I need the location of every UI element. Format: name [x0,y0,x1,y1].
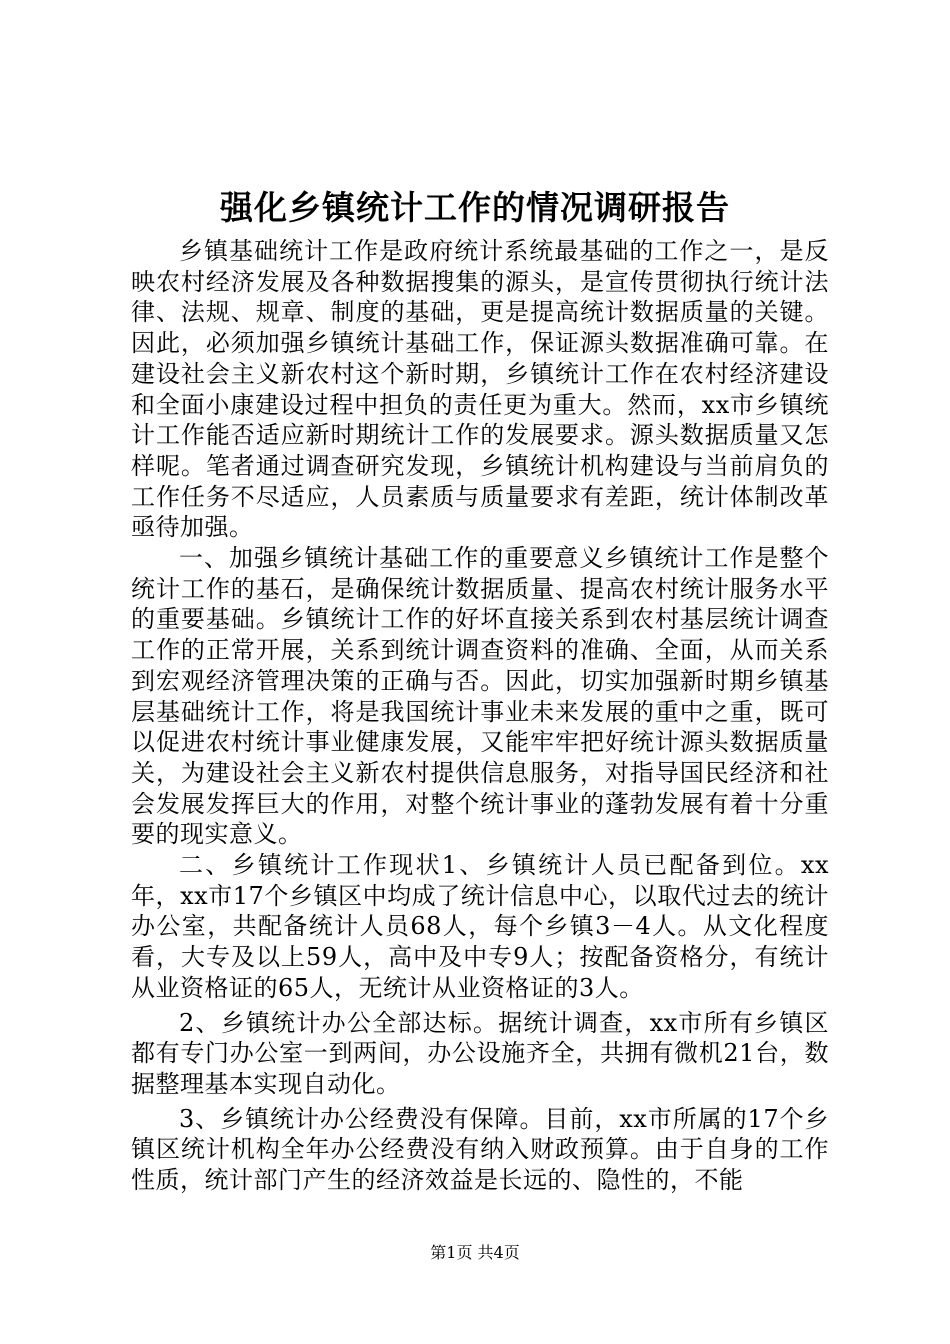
paragraph-item-two: 2、乡镇统计办公全部达标。据统计调查，xx市所有乡镇区都有专门办公室一到两间，办公设施齐全，共拥有微机21台，数据整理基本实现自动化。 [131,1008,829,1098]
document-title: 强化乡镇统计工作的情况调研报告 [220,188,730,227]
paragraph-section-one: 一、加强乡镇统计基础工作的重要意义乡镇统计工作是整个统计工作的基石，是确保统计数据质量、提高农村统计服务水平的重要基础。乡镇统计工作的好坏直接关系到农村基层统计调查工作的正常开展，关系到统计调查资料的准确、全面，从而关系到宏观经济管理决策的正确与否。因此，切实加强新时期乡镇基层基础统计工作，将是我国统计事业未来发展的重中之重，既可以促进农村统计事业健康发展，又能牢牢把好统计源头数据质量关，为建设社会主义新农村提供信息服务，对指导国民经济和社会发展发挥巨大的作用，对整个统计事业的蓬勃发展有着十分重要的现实意义。 [131,544,829,849]
page-number-footer: 第1页 共4页 [430,1243,520,1262]
paragraph-item-three: 3、乡镇统计办公经费没有保障。目前，xx市所属的17个乡镇区统计机构全年办公经费没有纳入财政预算。由于自身的工作性质，统计部门产生的经济效益是长远的、隐性的，不能 [131,1104,829,1195]
document-body [131,236,829,1196]
paragraph-section-two: 二、乡镇统计工作现状1、乡镇统计人员已配备到位。xx年，xx市17个乡镇区中均成了统计信息中心，以取代过去的统计办公室，共配备统计人员68人，每个乡镇3－4人。从文化程度看，大专及以上59人，高中及中专9人；按配备资格分，有统计从业资格证的65人，无统计从业资格证的3人。 [131,851,829,1002]
paragraph-intro: 乡镇基础统计工作是政府统计系统最基础的工作之一，是反映农村经济发展及各种数据搜集的源头，是宣传贯彻执行统计法律、法规、规章、制度的基础，更是提高统计数据质量的关键。因此，必须加强乡镇统计基础工作，保证源头数据准确可靠。在建设社会主义新农村这个新时期，乡镇统计工作在农村经济建设和全面小康建设过程中担负的责任更为重大。然而，xx市乡镇统计工作能否适应新时期统计工作的发展要求。源头数据质量又怎样呢。笔者通过调查研究发现，乡镇统计机构建设与当前肩负的工作任务不尽适应，人员素质与质量要求有差距，统计体制改革亟待加强。 [131,237,829,542]
